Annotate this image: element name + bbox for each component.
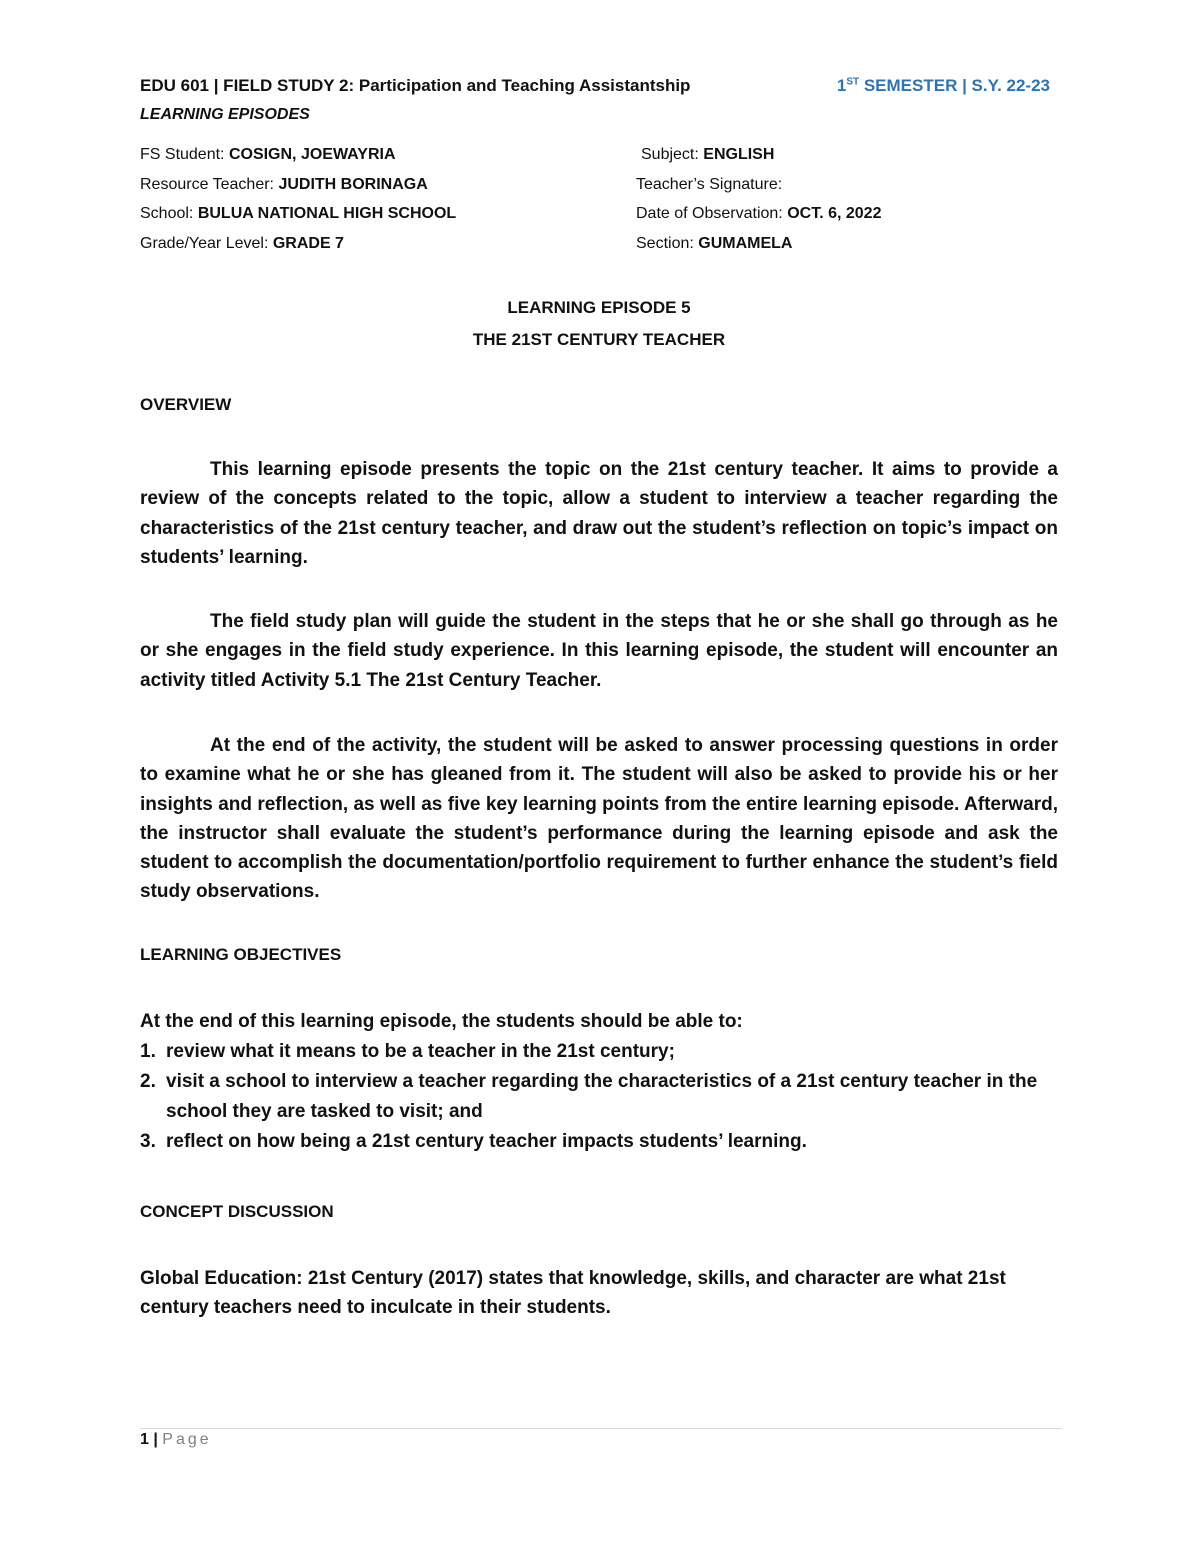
signature-field: Teacher’s Signature: [636, 176, 783, 193]
page-word: Page [162, 1431, 212, 1448]
overview-paragraph-2: The field study plan will guide the student in the steps that he or she shall go through as he or she engages in the field study experience. In this learning episode, the student will encounter an activity titled Activity 5.1 The 21st Century Teacher. [140, 611, 1058, 691]
objectives-intro: At the end of this learning episode, the students should be able to: [140, 1011, 743, 1032]
page-number: 1 [140, 1431, 149, 1448]
course-title: EDU 601 | FIELD STUDY 2: Participation and Teaching Assistantship [140, 76, 691, 95]
semester-label: 1ST SEMESTER | S.Y. 22-23 [836, 76, 1050, 95]
section-field: Section: GUMAMELA [636, 235, 793, 252]
resource-teacher-field: Resource Teacher: JUDITH BORINAGA [140, 176, 428, 193]
header-subtitle: LEARNING EPISODES [140, 106, 310, 123]
list-item: 1. review what it means to be a teacher in the 21st century; [140, 1041, 675, 1062]
concept-heading: CONCEPT DISCUSSION [140, 1202, 334, 1221]
fs-student-field: FS Student: COSIGN, JOEWAYRIA [140, 146, 396, 163]
list-item: 3. reflect on how being a 21st century teacher impacts students’ learning. [140, 1131, 807, 1152]
running-header [140, 76, 1050, 96]
overview-paragraph-1: This learning episode presents the topic on the 21st century teacher. It aims to provide a review of the concepts related to the topic, allow a student to interview a teacher regarding the characteristics of the 21st century teacher, and draw out the student’s reflection on topic’s impact on students’ learning. [140, 459, 1058, 568]
overview-heading: OVERVIEW [140, 395, 232, 414]
page-footer: 1 | Page [140, 1431, 212, 1448]
list-item: 2. visit a school to interview a teacher regarding the characteristics of a 21st century teacher in the school they are tasked to visit; and [140, 1071, 1038, 1122]
concept-paragraph-1: Global Education: 21st Century (2017) states that knowledge, skills, and character are what 21st century teachers need to inculcate in their students. [140, 1268, 1006, 1319]
objectives-list [140, 1037, 1058, 1157]
overview-paragraph-3: At the end of the activity, the student will be asked to answer processing questions in order to examine what he or she has gleaned from it. The student will also be asked to provide his or her insights and reflection, as well as five key learning points from the entire learning episode. Afterward, the instructor shall evaluate the student’s performance during the learning episode and ask the student to accomplish the documentation/portfolio requirement to further enhance the student’s field study observations. [140, 735, 1058, 903]
footer-divider [140, 1428, 1062, 1429]
school-field: School: BULUA NATIONAL HIGH SCHOOL [140, 205, 457, 222]
subject-field: Subject: ENGLISH [641, 146, 775, 163]
objectives-block [140, 1007, 1058, 1157]
episode-title: LEARNING EPISODE 5 [507, 298, 691, 317]
grade-field: Grade/Year Level: GRADE 7 [140, 235, 344, 252]
episode-subtitle: THE 21ST CENTURY TEACHER [472, 330, 726, 349]
date-field: Date of Observation: OCT. 6, 2022 [636, 205, 882, 222]
objectives-heading: LEARNING OBJECTIVES [140, 945, 342, 964]
